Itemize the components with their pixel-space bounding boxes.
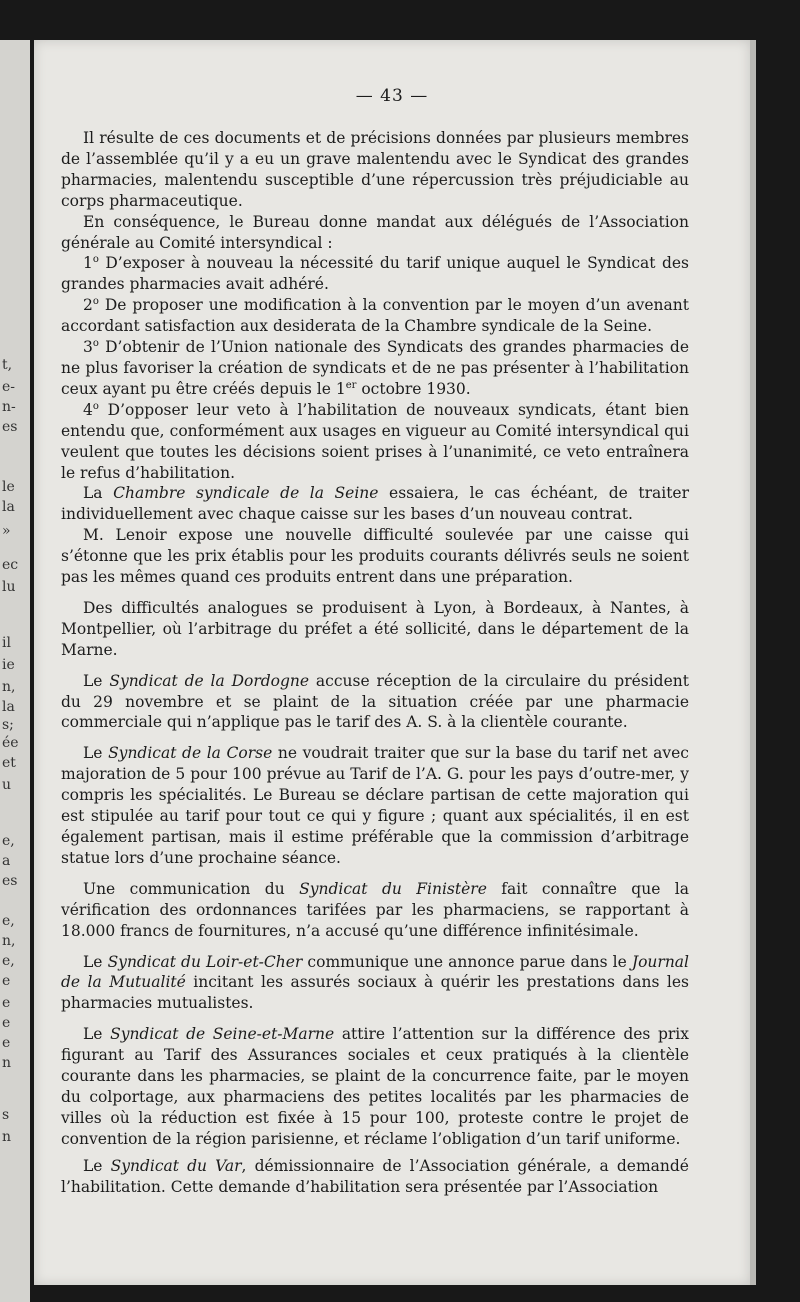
paragraph: Le Syndicat du Loir-et-Cher communique une annonce parue dans le Journal de la Mutualité incitant les assurés sociaux à quérir les prestations dans les pharmacies mutualistes. xyxy=(61,952,689,1013)
margin-fragment: e, xyxy=(2,833,15,849)
margin-fragment: a xyxy=(2,853,11,869)
paragraph: Il résulte de ces documents et de précisions données par plusieurs membres de l’assemblée qu’il y a eu un grave malentendu avec le Syndicat des grandes pharmacies, malentendu susceptible d’une répercussion très préjudiciable au corps pharmaceutique. xyxy=(61,129,689,210)
margin-fragment: il xyxy=(2,635,11,651)
margin-fragment: s xyxy=(2,1107,10,1123)
margin-fragment: ec xyxy=(2,557,19,573)
margin-fragment: t, xyxy=(2,357,13,373)
paragraph: Le Syndicat de la Corse ne voudrait traiter que sur la base du tarif net avec majoration de 5 pour 100 prévue au Tarif de l’A. G. pour les pays d’outre-mer, y compris les spécialités. Le Bureau se déclare partisan de cette majoration qui est stipulée au tarif pour tout ce qui y figure ; quant aux spécialités, il en est également partisan, mais il estime préférable que la commission d’arbitrage statue lors d’une prochaine séance. xyxy=(61,744,689,867)
margin-fragment: n, xyxy=(2,679,16,695)
document-page xyxy=(34,40,750,1285)
paragraph: Des difficultés analogues se produisent à Lyon, à Bordeaux, à Nantes, à Montpellier, où l’arbitrage du préfet a été sollicité, dans le département de la Marne. xyxy=(61,598,689,659)
margin-fragment: u xyxy=(2,777,12,793)
page-number: — 43 — xyxy=(355,86,429,106)
margin-fragment: e xyxy=(2,1035,11,1051)
margin-fragment: la xyxy=(2,699,15,715)
paragraph: M. Lenoir expose une nouvelle difficulté soulevée par une caisse qui s’étonne que les prix établis pour les produits courants délivrés seuls ne soient pas les mêmes quand ces produits entrent dans une préparation. xyxy=(61,526,689,587)
page-right-edge xyxy=(750,40,756,1285)
margin-fragment: n, xyxy=(2,933,16,949)
margin-fragment: la xyxy=(2,499,15,515)
margin-fragment: e xyxy=(2,973,11,989)
numbered-item: 1$^o$ D’exposer à nouveau la nécessité du tarif unique auquel le Syndicat des grandes pharmacies avait adhéré. xyxy=(61,254,689,294)
numbered-item: 2$^o$ De proposer une modification à la convention par le moyen d’un avenant accordant satisfaction aux desiderata de la Chambre syndicale de la Seine. xyxy=(61,296,689,336)
margin-fragment: ée xyxy=(2,735,19,751)
margin-fragment: n xyxy=(2,1055,12,1071)
paragraph: En conséquence, le Bureau donne mandat aux délégués de l’Association générale au Comité intersyndical : xyxy=(61,212,689,252)
margin-fragment: e, xyxy=(2,953,15,969)
adjacent-page-edge xyxy=(0,40,30,1302)
margin-fragment: e xyxy=(2,1015,11,1031)
paragraph: Une communication du Syndicat du Finistère fait connaître que la vérification des ordonnances tarifées par les pharmaciens, se rapportant à 18.000 francs de fournitures, n’a accusé qu’une différence infinitésimale. xyxy=(61,879,689,940)
margin-fragment: n- xyxy=(2,399,16,415)
paragraph: Le Syndicat du Var, démissionnaire de l’Association générale, a demandé l’habilitation. Cette demande d’habilitation sera présentée par l’Association xyxy=(61,1156,689,1196)
paragraph: Le Syndicat de la Dordogne accuse réception de la circulaire du président du 29 novembre et se plaint de la situation créée par une pharmacie commerciale qui n’applique pas le tarif des A. S. à la clientèle courante. xyxy=(61,671,689,732)
margin-fragment: n xyxy=(2,1129,12,1145)
numbered-item: 3$^o$ D’obtenir de l’Union nationale des Syndicats des grandes pharmacies de ne plus favoriser la création de syndicats et de ne pas présenter à l’habilitation ceux ayant pu être créés depuis le 1er octobre 1930. xyxy=(61,337,689,398)
margin-fragment: lu xyxy=(2,579,16,595)
body-text xyxy=(61,128,689,1198)
margin-fragment: s; xyxy=(2,717,14,733)
margin-fragment: » xyxy=(2,523,11,539)
margin-fragment: es xyxy=(2,419,18,435)
margin-fragment: ie xyxy=(2,657,15,673)
paragraph: Le Syndicat de Seine-et-Marne attire l’attention sur la différence des prix figurant au Tarif des Assurances sociales et ceux pratiqués à la clientèle courante dans les pharmacies, se plaint de la concurrence faite, par le moyen du colportage, aux pharmaciens des petites localités par les pharmacies de villes où la réduction est fixée à 15 pour 100, proteste contre le projet de convention de la région parisienne, et réclame l’obligation d’un tarif uniforme. xyxy=(61,1025,689,1148)
margin-fragment: e xyxy=(2,995,11,1011)
numbered-item: 4$^o$ D’opposer leur veto à l’habilitation de nouveaux syndicats, étant bien entendu que, conformément aux usages en vigueur au Comité intersyndical qui veulent que toutes les décisions soient prises à l’unanimité, ce veto entraînera le refus d’habilitation. xyxy=(61,400,689,482)
margin-fragment: e- xyxy=(2,379,16,395)
margin-fragment: es xyxy=(2,873,18,889)
margin-fragment: e, xyxy=(2,913,15,929)
margin-fragment: le xyxy=(2,479,15,495)
paragraph: La Chambre syndicale de la Seine essaiera, le cas échéant, de traiter individuellement avec chaque caisse sur les bases d’un nouveau contrat. xyxy=(61,484,689,524)
margin-fragment: et xyxy=(2,755,16,771)
